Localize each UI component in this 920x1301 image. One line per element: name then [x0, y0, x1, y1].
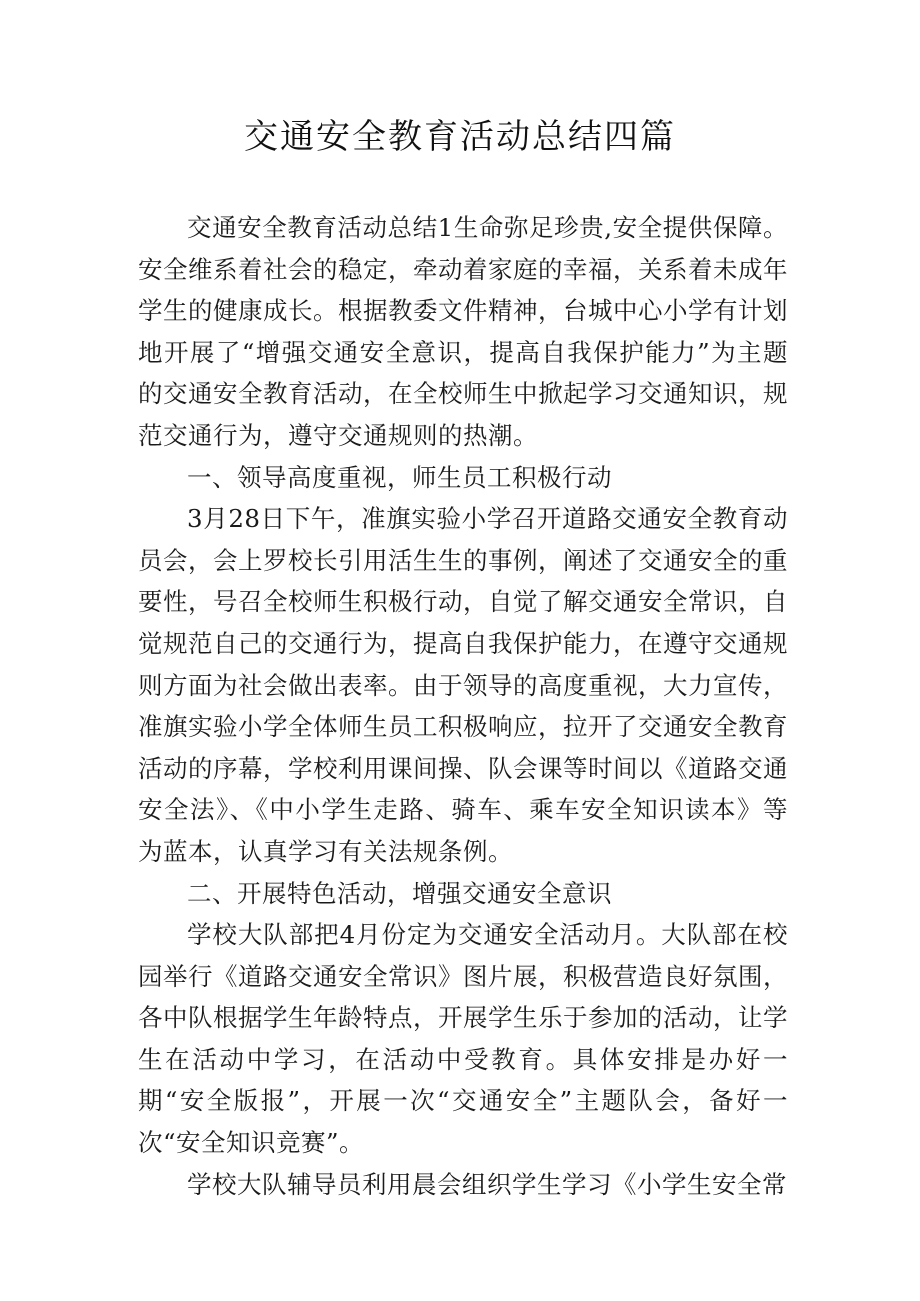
- paragraph-section-2: 学校大队部把4月份定为交通安全活动月。大队部在校园举行《道路交通安全常识》图片展，积极营造良好氛围，各中队根据学生年龄特点，开展学生乐于参加的活动，让学生在活动中学习，在活动中受教育。具体安排是办好一期“安全版报”，开展一次“交通安全”主题队会，备好一次“安全知识竞赛”。: [138, 920, 788, 1158]
- document-body: [138, 207, 788, 1205]
- paragraph-section-2-continued: 学校大队辅导员利用晨会组织学生学习《小学生安全常: [187, 1169, 787, 1199]
- paragraph-section-1: 3月28日下午，准旗实验小学召开道路交通安全教育动员会，会上罗校长引用活生生的事例，阐述了交通安全的重要性，号召全校师生积极行动，自觉了解交通安全常识，自觉规范自己的交通行为，提高自我保护能力，在遵守交通规则方面为社会做出表率。由于领导的高度重视，大力宣传，准旗实验小学全体师生员工积极响应，拉开了交通安全教育活动的序幕，学校利用课间操、队会课等时间以《道路交通安全法》、《中小学生走路、骑车、乘车安全知识读本》等为蓝本，认真学习有关法规条例。: [138, 504, 788, 866]
- document-title: 交通安全教育活动总结四篇: [244, 117, 676, 157]
- section-heading-1: 一、领导高度重视，师生员工积极行动: [187, 462, 612, 492]
- section-heading-2: 二、开展特色活动，增强交通安全意识: [187, 878, 612, 908]
- paragraph-intro: 交通安全教育活动总结1生命弥足珍贵,安全提供保障。安全维系着社会的稳定，牵动着家庭的幸福，关系着未成年学生的健康成长。根据教委文件精神，台城中心小学有计划地开展了“增强交通安全意识，提高自我保护能力”为主题的交通安全教育活动，在全校师生中掀起学习交通知识，规范交通行为，遵守交通规则的热潮。: [138, 213, 788, 450]
